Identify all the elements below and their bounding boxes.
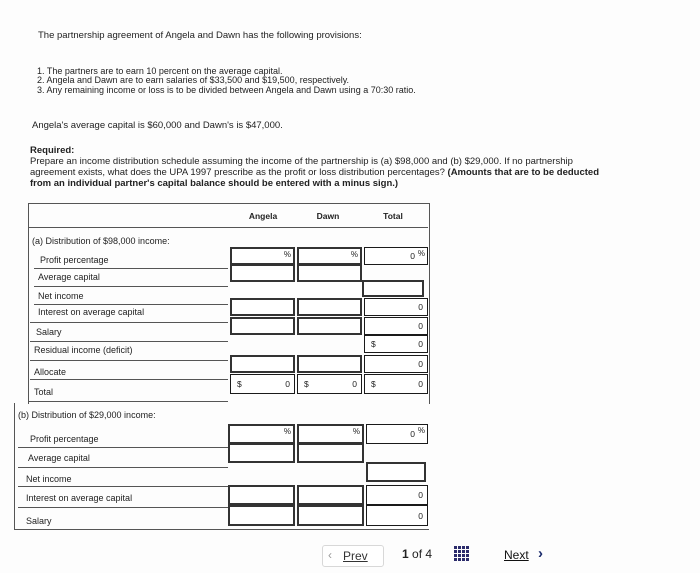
b-dawn-avg-capital-input[interactable] [297, 443, 364, 463]
a-dawn-salary-input[interactable] [297, 317, 362, 335]
a-dawn-allocate-input[interactable] [297, 355, 362, 373]
required-block [30, 145, 599, 189]
col-header-angela: Angela [248, 211, 278, 221]
a-angela-avg-capital-input[interactable] [230, 264, 295, 282]
required-heading: Required: [30, 145, 75, 156]
a-dawn-total: $ 0 [297, 374, 362, 394]
required-line-2-bold: (Amounts that are to be deducted [447, 167, 600, 178]
row-label-a-profit-percentage: Profit percentage [40, 255, 109, 265]
row-label-b-interest: Interest on average capital [26, 493, 133, 503]
required-line-3-bold: from an individual partner's capital balance should be entered with a minus sign.) [30, 178, 399, 189]
row-label-a-allocate: Allocate [34, 367, 67, 377]
row-label-b-profit-percentage: Profit percentage [30, 434, 99, 444]
a-total-allocate: 0 [364, 355, 428, 373]
row-label-a-total: Total [34, 387, 54, 397]
required-line-2: agreement exists, what does the UPA 1997 prescribe as the profit or loss distribution percentages? [30, 167, 448, 178]
a-angela-total: $ 0 [230, 374, 295, 394]
row-label-b-salary: Salary [26, 516, 52, 526]
b-dawn-salary-input[interactable] [297, 505, 364, 526]
provision-3: 3. Any remaining income or loss is to be divided between Angela and Dawn using a 70:30 ratio. [37, 85, 416, 95]
a-dawn-interest-input[interactable] [297, 298, 362, 316]
row-label-a-average-capital: Average capital [38, 272, 100, 282]
grid-view-icon[interactable] [454, 546, 470, 562]
a-total-total: $ 0 [364, 374, 428, 394]
col-header-total: Total [383, 211, 403, 221]
a-dawn-avg-capital-input[interactable] [297, 264, 362, 282]
a-angela-interest-input[interactable] [230, 298, 295, 316]
page-indicator: 1 of 4 [402, 547, 433, 561]
a-total-profit-pct: 0 % [364, 247, 428, 265]
row-label-b-net-income: Net income [26, 474, 72, 484]
a-angela-allocate-input[interactable] [230, 355, 295, 373]
row-label-a-net-income: Net income [38, 291, 84, 301]
section-b-title: (b) Distribution of $29,000 income: [18, 410, 156, 420]
a-total-salary: 0 [364, 317, 428, 335]
section-a-title: (a) Distribution of $98,000 income: [32, 236, 170, 246]
row-label-a-interest: Interest on average capital [38, 307, 145, 317]
b-dawn-interest-input[interactable] [297, 485, 364, 505]
a-angela-profit-pct-input[interactable]: % [230, 247, 295, 265]
problem-intro: The partnership agreement of Angela and Dawn has the following provisions: [38, 30, 362, 41]
a-total-residual: $ 0 [364, 335, 428, 353]
prev-button[interactable]: ‹ Prev [322, 545, 384, 567]
a-total-interest: 0 [364, 298, 428, 316]
row-label-a-residual: Residual income (deficit) [34, 345, 133, 355]
row-label-b-average-capital: Average capital [28, 453, 90, 463]
b-total-net-income-input[interactable] [366, 462, 426, 482]
col-header-dawn: Dawn [316, 211, 340, 221]
a-dawn-profit-pct-input[interactable]: % [297, 247, 362, 265]
a-angela-salary-input[interactable] [230, 317, 295, 335]
row-label-a-salary: Salary [36, 327, 62, 337]
b-angela-salary-input[interactable] [228, 505, 295, 526]
b-angela-interest-input[interactable] [228, 485, 295, 505]
b-total-interest: 0 [366, 485, 428, 505]
capital-note: Angela's average capital is $60,000 and Dawn's is $47,000. [32, 120, 283, 131]
chevron-right-icon: › [538, 545, 543, 562]
provision-1: 1. The partners are to earn 10 percent on the average capital. [37, 66, 283, 76]
b-dawn-profit-pct-input[interactable]: % [297, 424, 364, 444]
next-button[interactable]: Next › [504, 545, 543, 562]
provision-2: 2. Angela and Dawn are to earn salaries of $33,500 and $19,500, respectively. [37, 75, 350, 85]
b-angela-avg-capital-input[interactable] [228, 443, 295, 463]
b-total-profit-pct: 0 % [366, 424, 428, 444]
chevron-left-icon: ‹ [328, 548, 332, 562]
b-total-salary: 0 [366, 505, 428, 526]
a-total-net-income-input[interactable] [362, 280, 424, 297]
b-angela-profit-pct-input[interactable]: % [228, 424, 295, 444]
required-line-1: Prepare an income distribution schedule assuming the income of the partnership is (a) $98,000 and (b) $29,000. If no partnership [30, 156, 573, 167]
